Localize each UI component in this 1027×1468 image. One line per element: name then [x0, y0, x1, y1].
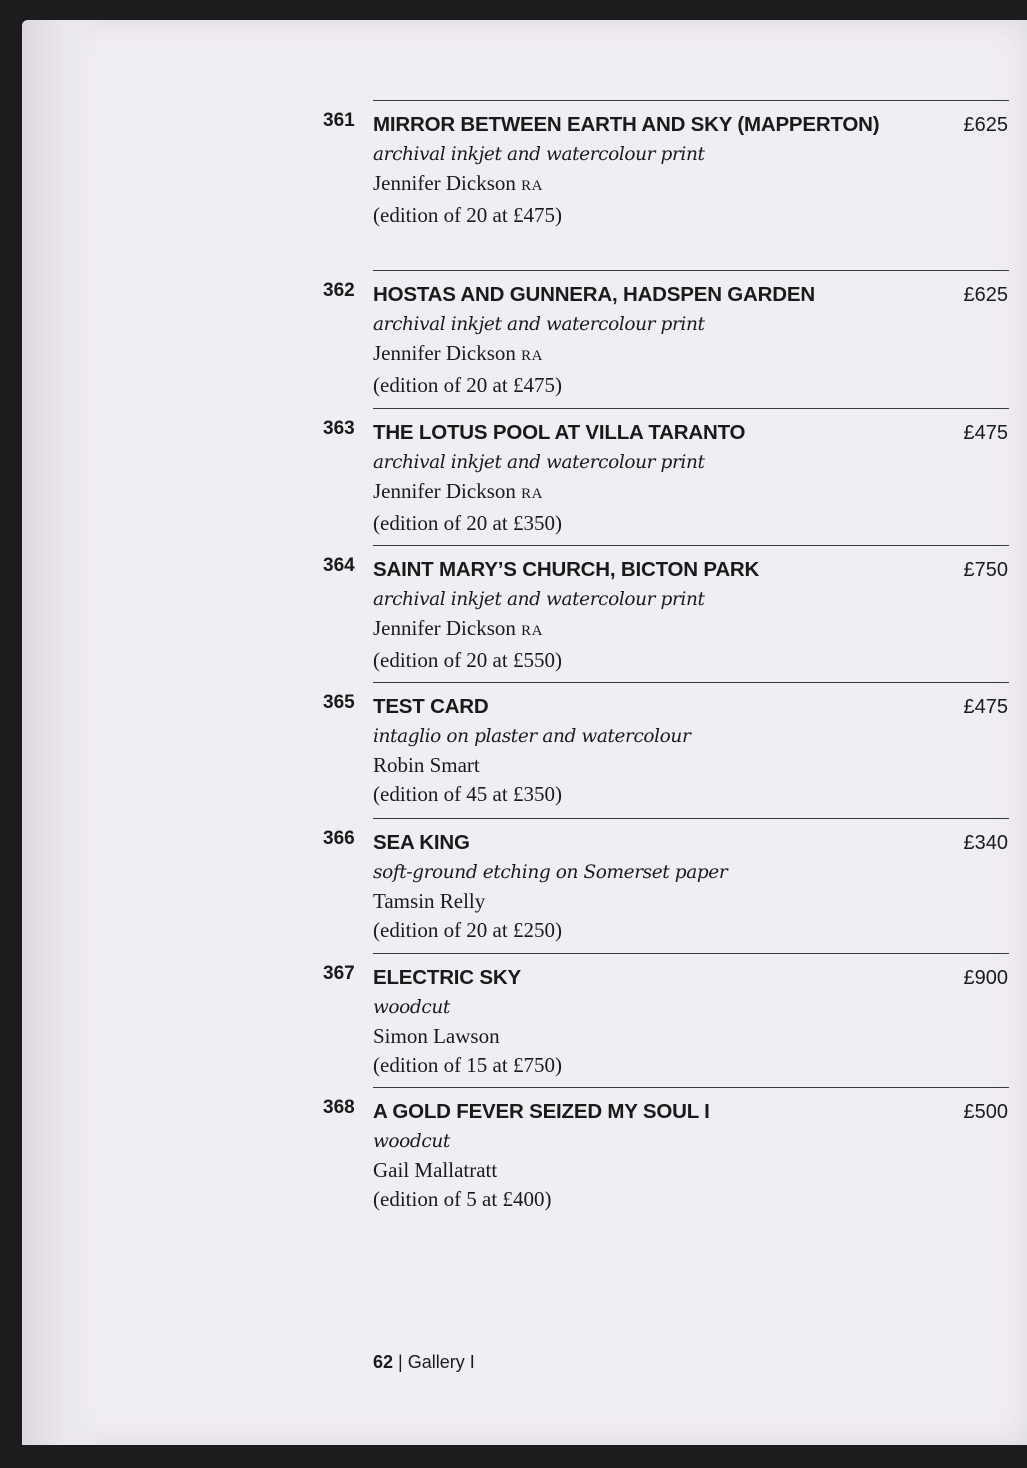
- catalogue-entry: [323, 408, 1009, 538]
- entry-medium: archival inkjet and watercolour print: [373, 589, 705, 610]
- entry-edition: (edition of 20 at £475): [373, 203, 562, 227]
- artist-suffix: RA: [521, 486, 543, 502]
- entry-price: £340: [963, 832, 1008, 854]
- entry-number: 366: [323, 828, 355, 849]
- entry-medium: woodcut: [373, 997, 450, 1018]
- artist-name: Tamsin Relly: [373, 889, 486, 913]
- catalogue-entry: [323, 1087, 1009, 1214]
- artist-name: Jennifer Dickson: [373, 171, 516, 195]
- entry-title: SAINT MARY’S CHURCH, BICTON PARK: [373, 558, 760, 581]
- artist-name: Simon Lawson: [373, 1024, 500, 1048]
- entry-number: 365: [323, 692, 355, 713]
- catalogue-entry: [323, 682, 1009, 809]
- entry-edition: (edition of 20 at £350): [373, 511, 562, 535]
- catalogue-entry: [323, 270, 1009, 400]
- artist-name: Jennifer Dickson: [373, 616, 516, 640]
- entry-medium: soft-ground etching on Somerset paper: [373, 862, 728, 883]
- entry-price: £500: [963, 1101, 1008, 1123]
- entry-title: TEST CARD: [373, 695, 489, 718]
- entry-title: THE LOTUS POOL AT VILLA TARANTO: [373, 421, 746, 444]
- page-number: 62: [373, 1352, 394, 1372]
- entry-artist: [373, 614, 1009, 646]
- entry-edition: (edition of 20 at £550): [373, 648, 562, 672]
- catalogue-entry: [323, 100, 1009, 230]
- entry-number: 361: [323, 110, 355, 131]
- footer-separator: |: [398, 1352, 403, 1372]
- entry-price: £900: [963, 967, 1008, 989]
- artist-name: Jennifer Dickson: [373, 341, 516, 365]
- entry-artist: [373, 339, 1009, 371]
- entry-price: £475: [963, 422, 1008, 444]
- entry-number: 362: [323, 280, 355, 301]
- entry-edition: (edition of 5 at £400): [373, 1187, 552, 1211]
- entry-number: 367: [323, 963, 355, 984]
- page-footer: [373, 1352, 475, 1373]
- entry-artist: [373, 751, 1009, 780]
- section-name: Gallery I: [407, 1352, 475, 1372]
- catalogue-entry: [323, 953, 1009, 1080]
- artist-name: Robin Smart: [373, 753, 480, 777]
- entry-number: 368: [323, 1097, 355, 1118]
- entry-price: £625: [963, 114, 1008, 136]
- entry-price: £625: [963, 284, 1008, 306]
- artist-name: Gail Mallatratt: [373, 1158, 498, 1182]
- entry-medium: archival inkjet and watercolour print: [373, 314, 705, 335]
- entry-medium: woodcut: [373, 1131, 450, 1152]
- entry-price: £475: [963, 696, 1008, 718]
- entry-title: A GOLD FEVER SEIZED MY SOUL I: [373, 1100, 710, 1123]
- entry-title: MIRROR BETWEEN EARTH AND SKY (MAPPERTON): [373, 113, 880, 136]
- catalogue-entry: [323, 545, 1009, 675]
- entry-artist: [373, 1022, 1009, 1051]
- artist-suffix: RA: [521, 178, 543, 194]
- entry-number: 364: [323, 555, 355, 576]
- catalogue-entry: [323, 818, 1009, 945]
- entry-edition: (edition of 15 at £750): [373, 1053, 562, 1077]
- entry-artist: [373, 477, 1009, 509]
- entry-title: SEA KING: [373, 831, 470, 854]
- artist-suffix: RA: [521, 348, 543, 364]
- entry-title: HOSTAS AND GUNNERA, HADSPEN GARDEN: [373, 283, 815, 306]
- page-edge: [22, 20, 102, 1445]
- entry-artist: [373, 887, 1009, 916]
- artist-suffix: RA: [521, 623, 543, 639]
- entry-artist: [373, 169, 1009, 201]
- entry-title: ELECTRIC SKY: [373, 966, 521, 989]
- entry-medium: archival inkjet and watercolour print: [373, 144, 705, 165]
- entry-artist: [373, 1156, 1009, 1185]
- entry-edition: (edition of 20 at £475): [373, 373, 562, 397]
- entry-price: £750: [963, 559, 1008, 581]
- entry-medium: intaglio on plaster and watercolour: [373, 726, 691, 747]
- entry-medium: archival inkjet and watercolour print: [373, 452, 705, 473]
- entry-edition: (edition of 20 at £250): [373, 918, 562, 942]
- entry-number: 363: [323, 418, 355, 439]
- entry-edition: (edition of 45 at £350): [373, 782, 562, 806]
- artist-name: Jennifer Dickson: [373, 479, 516, 503]
